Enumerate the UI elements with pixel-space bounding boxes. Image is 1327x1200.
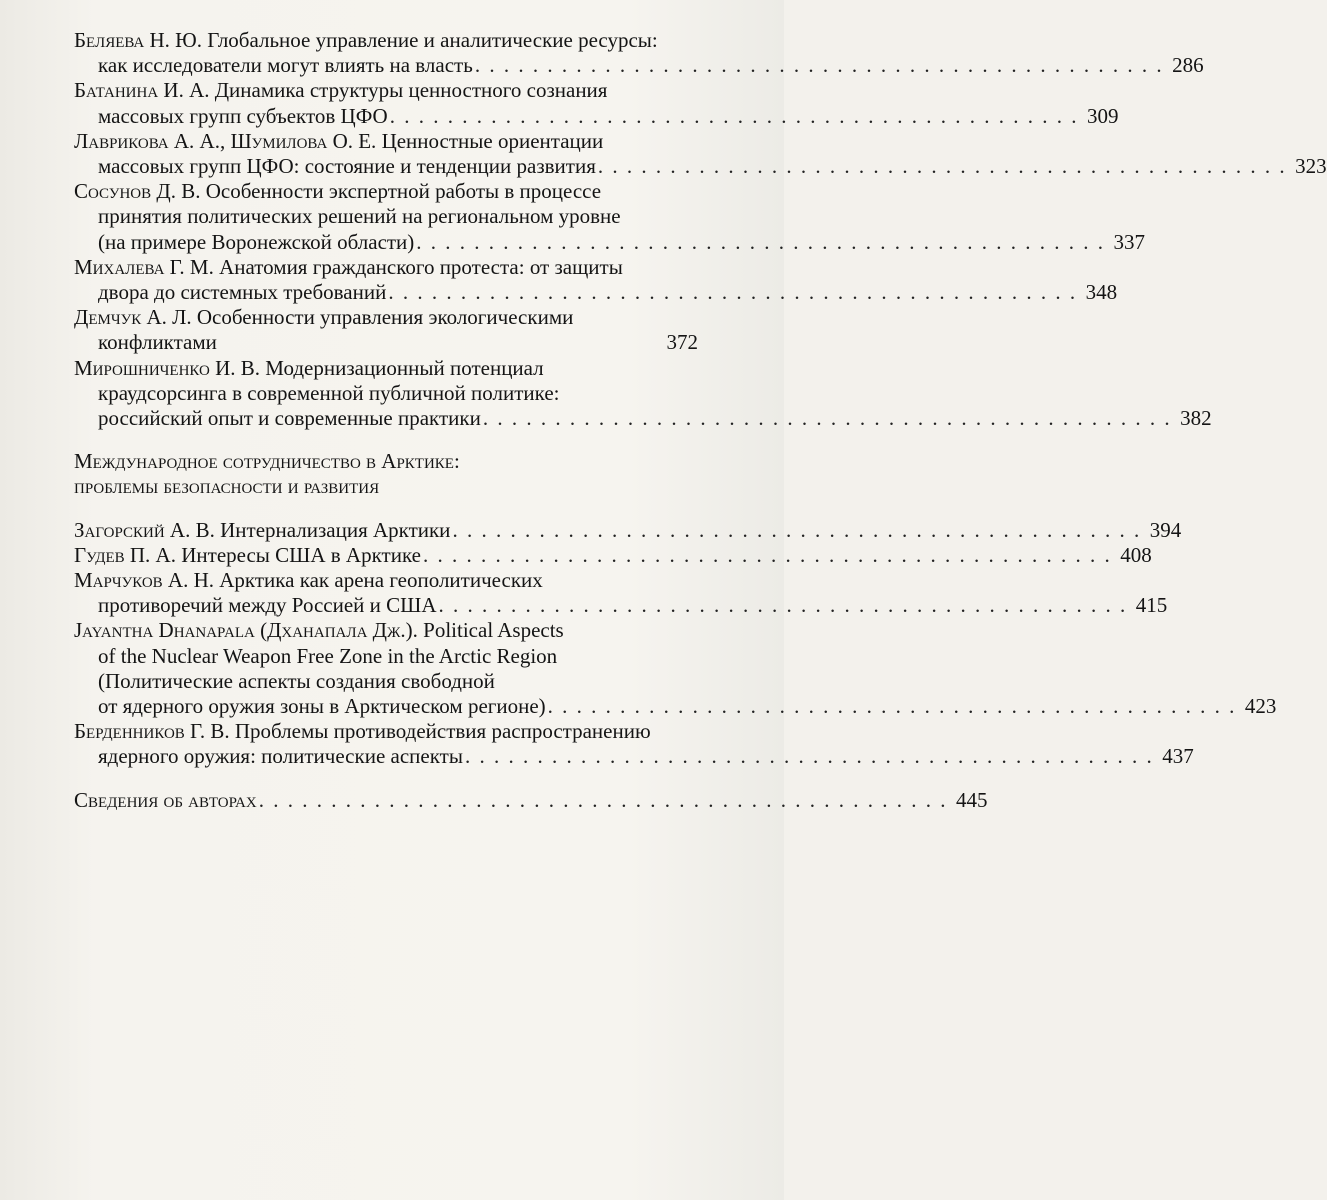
entry-title-line: Political Aspects bbox=[423, 618, 564, 643]
entry-page-number: 372 bbox=[666, 330, 698, 355]
toc-entry-batanina[interactable] bbox=[74, 78, 1119, 128]
entry-page-number: 286 bbox=[1172, 53, 1204, 78]
leader-dots: . . . . . . . . . . . . . . . . . . . . . . . . . . . . . . . . . . . . . . . . . . . . . . . . bbox=[389, 103, 1079, 128]
toc-entry-dhanapala[interactable] bbox=[74, 618, 1277, 719]
entry-page-number: 415 bbox=[1135, 593, 1168, 618]
leader-dots: . . . . . . . . . . . . . . . . . . . . . . . . . . . . . . . . . . . . . . . . . . . . . . . . bbox=[482, 406, 1172, 431]
entry-page-number: 382 bbox=[1180, 406, 1212, 431]
entry-page-number: 408 bbox=[1120, 542, 1152, 567]
entry-author: Лаврикова А. А., Шумилова О. Е. bbox=[74, 128, 377, 153]
entry-title-line: принятия политических решений на региональном уровне bbox=[98, 204, 621, 229]
toc-entry-authors-info[interactable] bbox=[74, 787, 988, 813]
section-heading-line: Международное сотрудничество в Арктике: bbox=[74, 449, 460, 474]
entry-page-number: 394 bbox=[1149, 517, 1182, 542]
leader-dots: . . . . . . . . . . . . . . . . . . . . . . . . . . . . . . . . . . . . . . . . . . . . . . . . bbox=[547, 694, 1237, 719]
entry-title-last: ядерного оружия: политические аспекты bbox=[98, 744, 463, 769]
entry-page-number: 309 bbox=[1086, 103, 1119, 128]
entry-title-last: массовых групп субъектов ЦФО bbox=[98, 103, 388, 128]
entry-title-line: Особенности экспертной работы в процессе bbox=[205, 179, 602, 204]
entry-title-line: краудсорсинга в современной публичной политике: bbox=[98, 380, 560, 405]
section-heading-line: проблемы безопасности и развития bbox=[74, 474, 380, 499]
toc-entry-berdennikov[interactable] bbox=[74, 719, 1194, 769]
entry-title-line: Глобальное управление и аналитические ресурсы: bbox=[207, 28, 658, 52]
entry-title-last: противоречий между Россией и США bbox=[98, 593, 437, 618]
entry-page-number: 423 bbox=[1244, 694, 1277, 719]
entry-page-number: 437 bbox=[1162, 744, 1194, 769]
entry-author: Батанина И. А. bbox=[74, 78, 210, 103]
entry-author: Мирошниченко И. В. bbox=[74, 355, 261, 380]
entry-title-last: как исследователи могут влиять на власть bbox=[98, 53, 473, 78]
toc-entry-beliaeva[interactable] bbox=[74, 28, 1204, 78]
section-heading bbox=[74, 449, 698, 499]
entry-author: Михалева Г. М. bbox=[74, 254, 214, 279]
entry-title-last: массовых групп ЦФО: состояние и тенденции развития bbox=[98, 154, 596, 179]
entry-title-last: Интересы США в Арктике bbox=[181, 542, 421, 567]
toc-entry-mikhaleva[interactable] bbox=[74, 254, 1118, 305]
toc-section-1 bbox=[74, 28, 1327, 431]
entry-author: Берденников Г. В. bbox=[74, 719, 230, 744]
authors-info-title: Сведения об авторах bbox=[74, 787, 257, 812]
leader-dots: . . . . . . . . . . . . . . . . . . . . . . . . . . . . . . . . . . . . . . . . . . . . . . . . bbox=[464, 744, 1154, 769]
entry-title-last: от ядерного оружия зоны в Арктическом регионе) bbox=[98, 694, 546, 719]
entry-author: Беляева Н. Ю. bbox=[74, 28, 203, 52]
entry-title-line: Арктика как арена геополитических bbox=[219, 568, 543, 593]
entry-author: Гудев П. А. bbox=[74, 542, 176, 567]
leader-dots: . . . . . . . . . . . . . . . . . . . . . . . . . . . . . . . . . . . . . . . . . . . . . . . . bbox=[258, 787, 948, 812]
toc-entry-gudev[interactable] bbox=[74, 542, 1152, 568]
toc-entry-marchukov[interactable] bbox=[74, 568, 1168, 618]
entry-title-last: конфликтами bbox=[98, 330, 217, 355]
entry-title-line: of the Nuclear Weapon Free Zone in the Arctic Region bbox=[98, 643, 558, 668]
entry-title-line: Особенности управления экологическими bbox=[196, 305, 574, 330]
entry-page-number: 445 bbox=[955, 787, 988, 812]
entry-title-line: (Политические аспекты создания свободной bbox=[98, 668, 495, 693]
entry-title-line: Анатомия гражданского протеста: от защиты bbox=[219, 254, 623, 279]
toc-entry-sosunov[interactable] bbox=[74, 179, 1146, 255]
entry-page-number: 348 bbox=[1085, 280, 1118, 305]
leader-dots: . . . . . . . . . . . . . . . . . . . . . . . . . . . . . . . . . . . . . . . . . . . . . . . . bbox=[416, 229, 1106, 254]
leader-dots: . . . . . . . . . . . . . . . . . . . . . . . . . . . . . . . . . . . . . . . . . . . . . . . . bbox=[474, 53, 1164, 78]
leader-dots: . . . . . . . . . . . . . . . . . . . . . . . . . . . . . . . . . . . . . . . . . . . . . . . . bbox=[597, 154, 1287, 179]
leader-dots: . . . . . . . . . . . . . . . . . . . . . . . . . . . . . . . . . . . . . . . . . . . . . . . . bbox=[422, 542, 1112, 567]
entry-title-line: Ценностные ориентации bbox=[381, 128, 604, 153]
toc-entry-lavrikova[interactable] bbox=[74, 128, 1327, 179]
entry-author: Загорский А. В. bbox=[74, 517, 215, 542]
entry-title-last: (на примере Воронежской области) bbox=[98, 229, 415, 254]
leader-dots: . . . . . . . . . . . . . . . . . . . . . . . . . . . . . . . . . . . . . . . . . . . . . . . . bbox=[438, 593, 1128, 618]
toc-entry-demchuk[interactable] bbox=[74, 305, 698, 355]
toc-section-2 bbox=[74, 517, 1277, 770]
entry-title-line: Динамика структуры ценностного сознания bbox=[214, 78, 608, 103]
entry-author: Марчуков А. Н. bbox=[74, 568, 215, 593]
entry-title-last: двора до системных требований bbox=[98, 280, 387, 305]
entry-author: Демчук А. Л. bbox=[74, 305, 192, 330]
entry-title-last: Интернализация Арктики bbox=[220, 517, 451, 542]
entry-author: Сосунов Д. В. bbox=[74, 179, 201, 204]
leader-dots: . . . . . . . . . . . . . . . . . . . . . . . . . . . . . . . . . . . . . . . . . . . . . . . . bbox=[452, 517, 1142, 542]
entry-title-last: российский опыт и современные практики bbox=[98, 406, 481, 431]
toc-entry-zagorsky[interactable] bbox=[74, 517, 1182, 543]
entry-author: Jayantha Dhanapala (Дханапала Дж.). bbox=[74, 618, 418, 643]
entry-page-number: 323 bbox=[1295, 154, 1327, 179]
entry-title-line: Модернизационный потенциал bbox=[265, 355, 544, 380]
entry-page-number: 337 bbox=[1113, 229, 1146, 254]
toc-entry-miroshnichenko[interactable] bbox=[74, 355, 1212, 432]
entry-title-line: Проблемы противодействия распространению bbox=[234, 719, 651, 744]
leader-dots: . . . . . . . . . . . . . . . . . . . . . . . . . . . . . . . . . . . . . . . . . . . . . . . . bbox=[388, 280, 1078, 305]
